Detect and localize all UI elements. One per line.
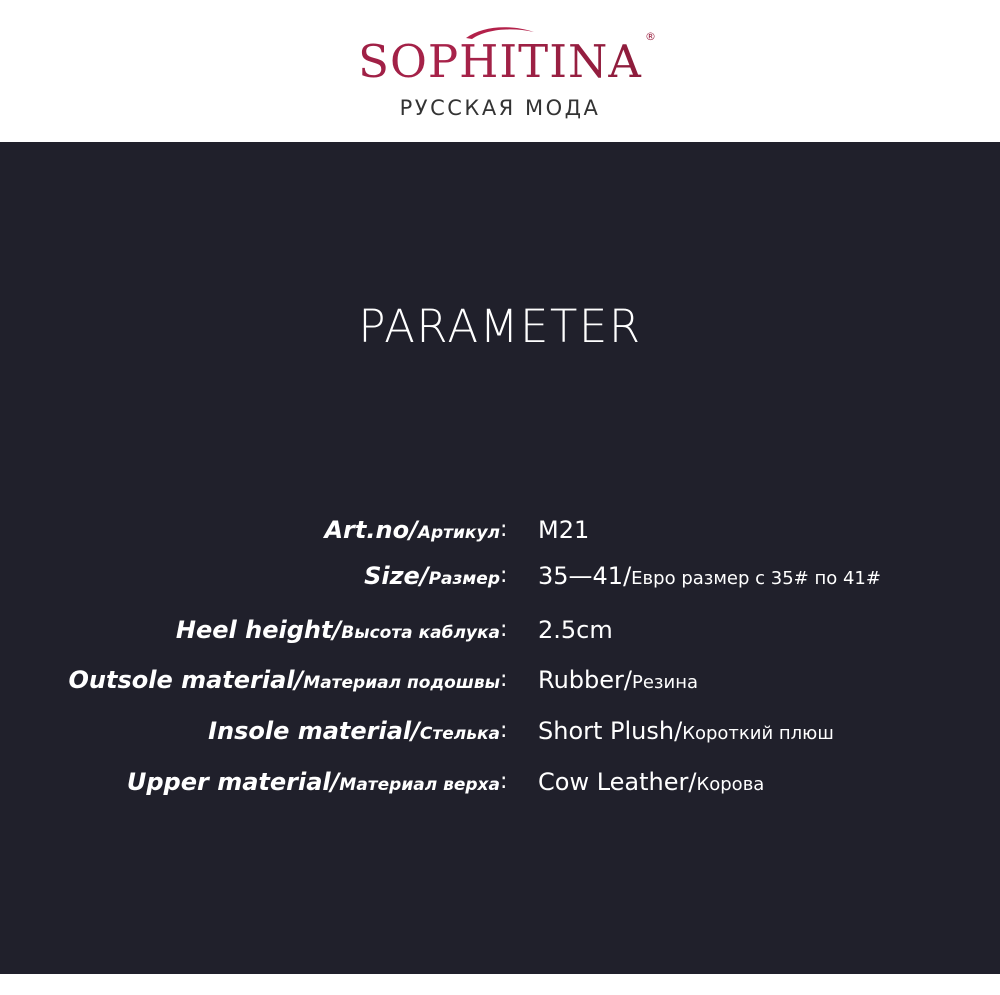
param-value-ru: Корова (696, 774, 765, 795)
param-row-heel-height (0, 610, 1000, 650)
param-value (538, 562, 881, 590)
param-row-outsole (0, 660, 1000, 700)
param-colon: : (500, 769, 508, 794)
param-label (324, 516, 500, 544)
brand-name: SOPHITINA (0, 36, 1000, 88)
param-value (538, 616, 613, 644)
brand-tagline: РУССКАЯ МОДА (399, 96, 601, 120)
param-label (176, 616, 500, 644)
param-label-en: Outsole material/ (68, 666, 304, 694)
param-label (208, 717, 500, 745)
param-colon: : (500, 718, 508, 743)
param-value-ru: Евро размер с 35# по 41# (631, 568, 881, 589)
param-label (127, 768, 500, 796)
param-label-ru: Материал верха (339, 775, 500, 795)
param-label (68, 666, 500, 694)
param-label-en: Art.no/ (324, 516, 418, 544)
param-label-ru: Артикул (417, 523, 500, 543)
param-label-en: Insole material/ (208, 717, 420, 745)
param-row-upper (0, 762, 1000, 802)
param-colon: : (500, 517, 508, 542)
param-label-ru: Высота каблука (341, 623, 500, 643)
param-label-en: Size/ (364, 562, 429, 590)
section-title: PARAMETER (358, 300, 642, 353)
param-value-main: M21 (538, 516, 590, 544)
param-label-ru: Материал подошвы (303, 673, 500, 693)
param-value-main: Short Plush/ (538, 717, 683, 745)
param-value-main: Rubber/ (538, 666, 632, 694)
param-row-article (0, 510, 1000, 550)
param-value (538, 768, 764, 796)
param-label-en: Heel height/ (175, 616, 342, 644)
param-label (364, 562, 500, 590)
param-label-ru: Стелька (419, 724, 500, 744)
param-colon: : (500, 563, 508, 588)
param-value (538, 666, 698, 694)
param-value (538, 717, 834, 745)
param-value-main: 35—41/ (538, 562, 632, 590)
brand-logo (0, 0, 1000, 142)
param-value-main: 2.5cm (538, 616, 613, 644)
param-label-ru: Размер (428, 569, 500, 589)
param-row-size (0, 556, 1000, 596)
param-label-en: Upper material/ (126, 768, 340, 796)
param-value (538, 516, 589, 544)
param-value-ru: Короткий плюш (682, 723, 834, 744)
param-colon: : (500, 617, 508, 642)
param-value-main: Cow Leather/ (538, 768, 697, 796)
param-row-insole (0, 711, 1000, 751)
parameter-panel (0, 142, 1000, 974)
bottom-margin (0, 974, 1000, 995)
brand-header (0, 0, 1000, 142)
param-colon: : (500, 667, 508, 692)
param-value-ru: Резина (632, 672, 698, 693)
registered-trademark: ® (645, 30, 656, 43)
